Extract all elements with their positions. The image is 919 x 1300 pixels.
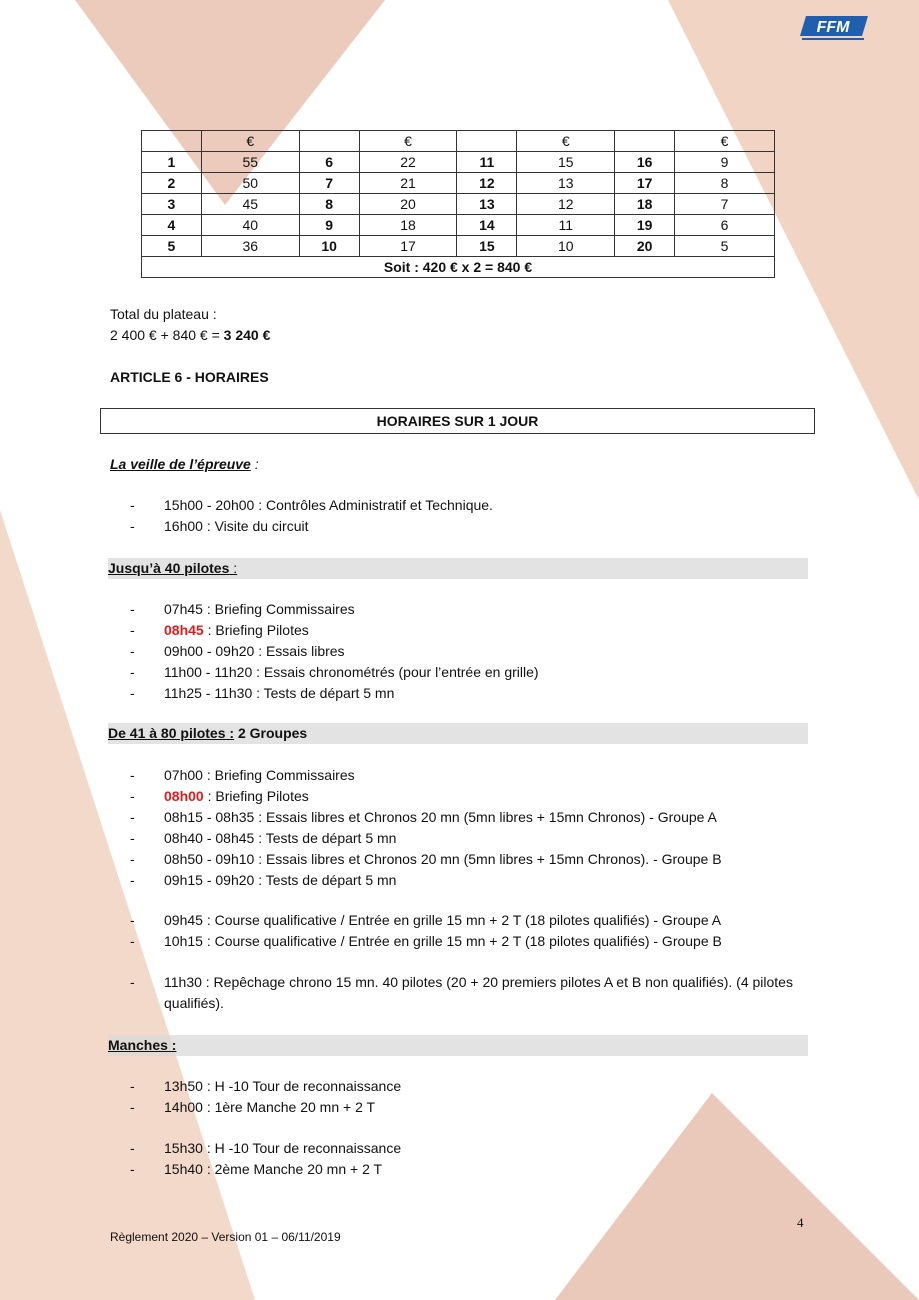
rank-cell: 15 (457, 236, 517, 257)
list-item: - 16h00 : Visite du circuit (110, 516, 810, 537)
rank-cell: 17 (615, 173, 675, 194)
rank-cell: 4 (142, 215, 202, 236)
table-header-cell (299, 131, 359, 152)
amount-cell: 20 (359, 194, 457, 215)
rank-cell: 2 (142, 173, 202, 194)
plateau-calc-text: 2 400 € + 840 € = (110, 327, 224, 343)
rank-cell: 5 (142, 236, 202, 257)
highlight-time: 08h45 (164, 622, 204, 638)
rank-cell: 14 (457, 215, 517, 236)
highlight-time: 08h00 (164, 788, 204, 804)
list-item: - 11h30 : Repêchage chrono 15 mn. 40 pilotes (20 + 20 premiers pilotes A et B non qualifiés). (4 pilotes qualifiés). (110, 972, 810, 1014)
amount-cell: 7 (675, 194, 775, 215)
list-item: - 08h45 : Briefing Pilotes (110, 620, 810, 641)
amount-cell: 18 (359, 215, 457, 236)
table-header-cell (142, 131, 202, 152)
list-item: - 09h15 - 09h20 : Tests de départ 5 mn (110, 870, 810, 891)
list-item: - 10h15 : Course qualificative / Entrée en grille 15 mn + 2 T (18 pilotes qualifiés) - Groupe B (110, 931, 810, 952)
table-row (142, 236, 775, 257)
section80-list-b (110, 910, 810, 952)
table-header-cell: € (517, 131, 615, 152)
plateau-calc (110, 325, 270, 346)
amount-cell: 12 (517, 194, 615, 215)
list-item: - 08h15 - 08h35 : Essais libres et Chronos 20 mn (5mn libres + 15mn Chronos) - Groupe A (110, 807, 810, 828)
veille-list (110, 495, 810, 537)
section80-title: De 41 à 80 pilotes : (108, 725, 235, 741)
amount-cell: 22 (359, 152, 457, 173)
plateau-result: 3 240 € (223, 327, 271, 343)
section40-list (110, 599, 810, 704)
section40-title: Jusqu’à 40 pilotes (108, 560, 230, 576)
list-item: - 15h40 : 2ème Manche 20 mn + 2 T (110, 1159, 810, 1180)
amount-cell: 10 (517, 236, 615, 257)
table-header-cell (615, 131, 675, 152)
amount-cell: 8 (675, 173, 775, 194)
schedule-box-title: HORAIRES SUR 1 JOUR (100, 408, 815, 434)
amount-cell: 55 (201, 152, 299, 173)
table-row (142, 194, 775, 215)
veille-suffix: : (250, 456, 259, 472)
amount-cell: 36 (201, 236, 299, 257)
table-row (142, 215, 775, 236)
section80-suffix: 2 Groupes (234, 725, 308, 741)
section40-suffix: : (229, 560, 238, 576)
list-item: - 13h50 : H -10 Tour de reconnaissance (110, 1076, 810, 1097)
list-item: - 15h30 : H -10 Tour de reconnaissance (110, 1138, 810, 1159)
plateau-label: Total du plateau : (110, 306, 217, 322)
rank-cell: 3 (142, 194, 202, 215)
prize-table (141, 130, 775, 278)
table-total-row (142, 257, 775, 278)
amount-cell: 17 (359, 236, 457, 257)
list-item: - 15h00 - 20h00 : Contrôles Administratif et Technique. (110, 495, 810, 516)
page-number: 4 (797, 1215, 804, 1230)
rank-cell: 9 (299, 215, 359, 236)
list-item: - 07h00 : Briefing Commissaires (110, 765, 810, 786)
article-title: ARTICLE 6 - HORAIRES (110, 369, 269, 385)
rank-cell: 13 (457, 194, 517, 215)
list-item: - 07h45 : Briefing Commissaires (110, 599, 810, 620)
section80-heading (108, 723, 808, 744)
table-header-row (142, 131, 775, 152)
amount-cell: 5 (675, 236, 775, 257)
rank-cell: 1 (142, 152, 202, 173)
ffm-logo (800, 16, 868, 42)
table-header-cell (457, 131, 517, 152)
amount-cell: 11 (517, 215, 615, 236)
amount-cell: 9 (675, 152, 775, 173)
section80-list-c (110, 972, 810, 1014)
rank-cell: 16 (615, 152, 675, 173)
manches-title: Manches : (108, 1037, 177, 1053)
amount-cell: 50 (201, 173, 299, 194)
rank-cell: 6 (299, 152, 359, 173)
table-row (142, 152, 775, 173)
svg-text:FFM: FFM (816, 19, 850, 36)
rank-cell: 19 (615, 215, 675, 236)
rank-cell: 18 (615, 194, 675, 215)
table-header-cell: € (359, 131, 457, 152)
manches-list-a (110, 1076, 810, 1118)
rank-cell: 7 (299, 173, 359, 194)
amount-cell: 40 (201, 215, 299, 236)
list-item: - 08h40 - 08h45 : Tests de départ 5 mn (110, 828, 810, 849)
total-cell: Soit : 420 € x 2 = 840 € (142, 257, 775, 278)
list-item: - 08h00 : Briefing Pilotes (110, 786, 810, 807)
rank-cell: 20 (615, 236, 675, 257)
table-row (142, 173, 775, 194)
rank-cell: 10 (299, 236, 359, 257)
rank-cell: 12 (457, 173, 517, 194)
table-header-cell: € (201, 131, 299, 152)
manches-list-b (110, 1138, 810, 1180)
list-item: - 09h45 : Course qualificative / Entrée en grille 15 mn + 2 T (18 pilotes qualifiés) - Groupe A (110, 910, 810, 931)
rank-cell: 11 (457, 152, 517, 173)
footer-text: Règlement 2020 – Version 01 – 06/11/2019 (110, 1230, 341, 1244)
section40-heading (108, 558, 808, 579)
amount-cell: 6 (675, 215, 775, 236)
veille-title: La veille de l’épreuve (110, 456, 251, 472)
table-header-cell: € (675, 131, 775, 152)
list-item: - 11h25 - 11h30 : Tests de départ 5 mn (110, 683, 810, 704)
list-item: - 09h00 - 09h20 : Essais libres (110, 641, 810, 662)
section80-list-a (110, 765, 810, 891)
veille-heading (110, 454, 259, 475)
list-item: - 08h50 - 09h10 : Essais libres et Chronos 20 mn (5mn libres + 15mn Chronos). - Groupe B (110, 849, 810, 870)
list-item: - 11h00 - 11h20 : Essais chronométrés (pour l’entrée en grille) (110, 662, 810, 683)
amount-cell: 45 (201, 194, 299, 215)
manches-heading (108, 1035, 808, 1056)
list-item: - 14h00 : 1ère Manche 20 mn + 2 T (110, 1097, 810, 1118)
amount-cell: 15 (517, 152, 615, 173)
rank-cell: 8 (299, 194, 359, 215)
amount-cell: 13 (517, 173, 615, 194)
amount-cell: 21 (359, 173, 457, 194)
